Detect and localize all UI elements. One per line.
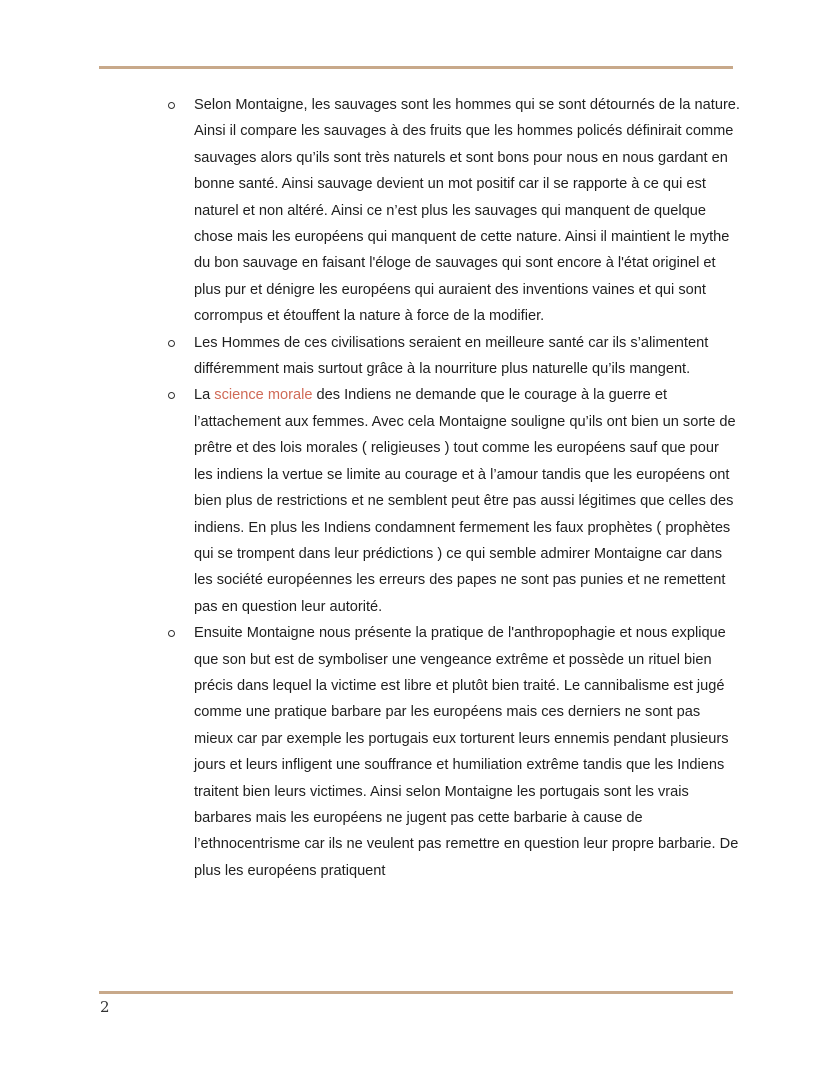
bullet-text: Selon Montaigne, les sauvages sont les hommes qui se sont détournés de la nature. Ainsi il compare les sauvages à des fruits que les hommes policés définirait comme sauvages alors qu’ils sont très naturels et sont bons pour nous en nous gardant en bonne santé. Ainsi sauvage devient un mot positif car il se rapporte à ce qui est naturel et non altéré. Ainsi ce n’est plus les sauvages qui manquent de quelque chose mais les européens qui manquent de cette nature. Ainsi il maintient le mythe du bon sauvage en faisant l'éloge de sauvages qui sont encore à l'état originel et plus pur et dénigre les européens qui auraient des inventions vaines et qui sont corrompus et étouffent la nature à force de la modifier.	[194, 97, 740, 325]
list-item	[166, 92, 740, 330]
bullet-text: Ensuite Montaigne nous présente la pratique de l'anthropophagie et nous explique que son but est de symboliser une vengeance extrême et possède un rituel bien précis dans lequel la victime est libre et plutôt bien traité. Le cannibalisme est jugé comme une pratique barbare par les européens mais ces derniers ne sont pas mieux car par exemple les portugais eux torturent leurs ennemis pendant plusieurs jours et leurs infligent une souffrance et humiliation extrême tandis que les Indiens traitent bien leurs victimes. Ainsi selon Montaigne les portugais sont les vrais barbares mais les européens ne jugent pas cette barbarie à cause de l’ethnocentrisme car ils ne veulent pas remettre en question leur propre barbarie. De plus les européens pratiquent	[194, 625, 739, 879]
page-body	[166, 92, 740, 884]
hollow-circle-bullet-icon	[168, 392, 175, 399]
page-number: 2	[100, 998, 110, 1016]
footer-divider	[99, 991, 733, 994]
bullet-text: Les Hommes de ces civilisations seraient en meilleure santé car ils s’alimentent différemment mais surtout grâce à la nourriture plus naturelle qu’ils mangent.	[194, 334, 709, 378]
list-item	[166, 620, 740, 884]
hollow-circle-bullet-icon	[168, 630, 175, 637]
list-item	[166, 330, 740, 383]
hollow-circle-bullet-icon	[168, 340, 175, 347]
highlighted-term: science morale	[214, 387, 313, 404]
bullet-list	[166, 92, 740, 884]
header-divider	[99, 66, 733, 69]
hollow-circle-bullet-icon	[168, 102, 175, 109]
list-item	[166, 382, 740, 620]
bullet-text: des Indiens ne demande que le courage à la guerre et l’attachement aux femmes. Avec cela Montaigne souligne qu’ils ont bien un sorte de prêtre et des lois morales ( religieuses ) tout comme les européens sauf que pour les indiens la vertue se limite au courage et à l’amour tandis que les européens ont bien plus de restrictions et ne semblent peut être pas aussi légitimes que celles des indiens. En plus les Indiens condamnent fermement les faux prophètes ( prophètes qui se trompent dans leur prédictions ) ce qui semble admirer Montaigne car dans les société européennes les erreurs des papes ne sont pas punies et ne remettent pas en question leur autorité.	[194, 387, 736, 615]
bullet-prefix: La	[194, 387, 215, 404]
